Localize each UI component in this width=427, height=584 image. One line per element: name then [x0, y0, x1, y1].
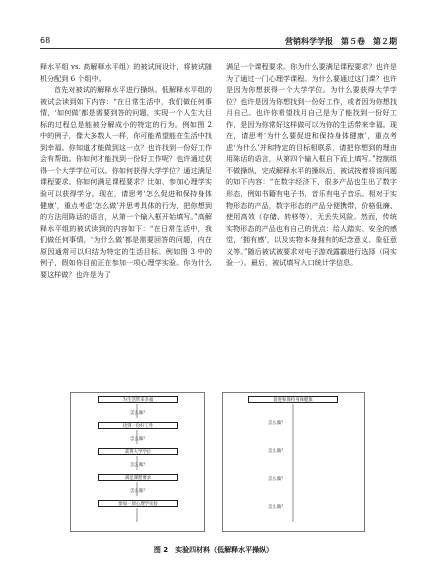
goal-box: 参加一项心理学实验	[98, 500, 178, 507]
figure-caption: 图 2 实验四材料（低解释水平操纵）	[153, 546, 274, 554]
goal-box: 获得大学学位	[98, 448, 178, 455]
goal-box: 满足课程要求	[98, 474, 178, 481]
how-label: 怎么做？	[268, 421, 286, 426]
paragraph: 满足一个课程要求。你为什么要满足课程要求？也许是为了通过一门心理学课程。为什么要通过这门课？也许是因为你想获得一个大学学位。为什么要获得大学学位？也许是因为你想找到一份好工作，或者因为你想找月自己。也许你希望找月自己是为了能找到一份好工作，是因为你常好这样做可以为你的生活带来幸福。现在，请思考‘为什么要促进和保持身体健康’，重点考虑‘为什么’并和特定的目标相联系，请把你想到的理由用陈话的语言，从第四个输入框自下而上填写。”控制组不做操纵，完成解释水平的操纵后，被试按着将该问题的如下内容：“在数字经济下，很多产品也生出了数字形态，例如书籍有电子书，音乐有电子音乐。相对于实物形态的产品，数字形态的产品分便携带，价格低廉、使用高效（存储、转移等），无丢失风险。然而，传统实物形态的产品也有自己的优点：给人踏实、安全的感觉，‘拥有感’，以及实物本身拥有的纪念意义、象征意义等。”随后被试被要求对电子游戏露霸进行选择（同实验一）。最后，被试填写入口统计学信息。	[226, 62, 397, 268]
how-label: 怎么做？	[268, 477, 286, 482]
how-label: 怎么做？	[268, 449, 286, 454]
paragraph: 首先对被试的解释水平进行操纵。低解释水平组的被试会读到如下内容：“在日常生活中，我们做任何事情，‘如何做’都是需要到答的问题，实现一个人生大目标的过程总是能被分解成小的特定的行为。例如图 2 中的例子，像大多数人一样，你可能希望能在生活中找到幸福。你知道才能做到这一点？也许找到一份好工作会有帮助。你如何才能找到一份好工作呢？也许通过获得一个大学学位可以。你如何获得大学学位？通过满足课程要求。你如何满足课程要求？比如，参加心理学实验可以获得学分。现在，请思考‘怎么促进和保持身体健康’，重点考虑‘怎么做’并思考具体的行为，把你想到的方法用陈话的语言，从第一个输入框开始填写。”高解释水平组的被试读到的内容如下：“在日常生活中，我们做任何事情，‘为什么做’都是需要回答的问题，内在原因通常可以归结为特定的生活目标。例如图 3 中的例子，假如你目前正在参加一项心理学实验。你为什么要这样做？也许是为了	[40, 85, 212, 279]
target-box: 促进和保持身体健康	[248, 396, 338, 403]
goal-box: 为生活带来幸福	[98, 396, 178, 403]
how-label: 怎么做？	[130, 437, 148, 442]
right-column	[226, 61, 397, 269]
figure-2	[70, 392, 365, 532]
how-label: 怎么做？	[130, 489, 148, 494]
paragraph: 释水平组 vs. 高解释水平组）的被试间设计，将被试随机分配到 6 个组中。	[40, 62, 212, 83]
figure-frame	[70, 392, 365, 532]
how-label: 怎么做？	[268, 505, 286, 510]
how-label: 怎么做？	[130, 411, 148, 416]
journal-title: 营销科学学报 第５卷 第２期	[285, 37, 397, 46]
page-number: 68	[40, 36, 51, 45]
header-rule	[40, 48, 397, 49]
how-label: 怎么做？	[130, 463, 148, 468]
left-column	[40, 61, 212, 280]
goal-box: 找到一份好工作	[98, 422, 178, 429]
